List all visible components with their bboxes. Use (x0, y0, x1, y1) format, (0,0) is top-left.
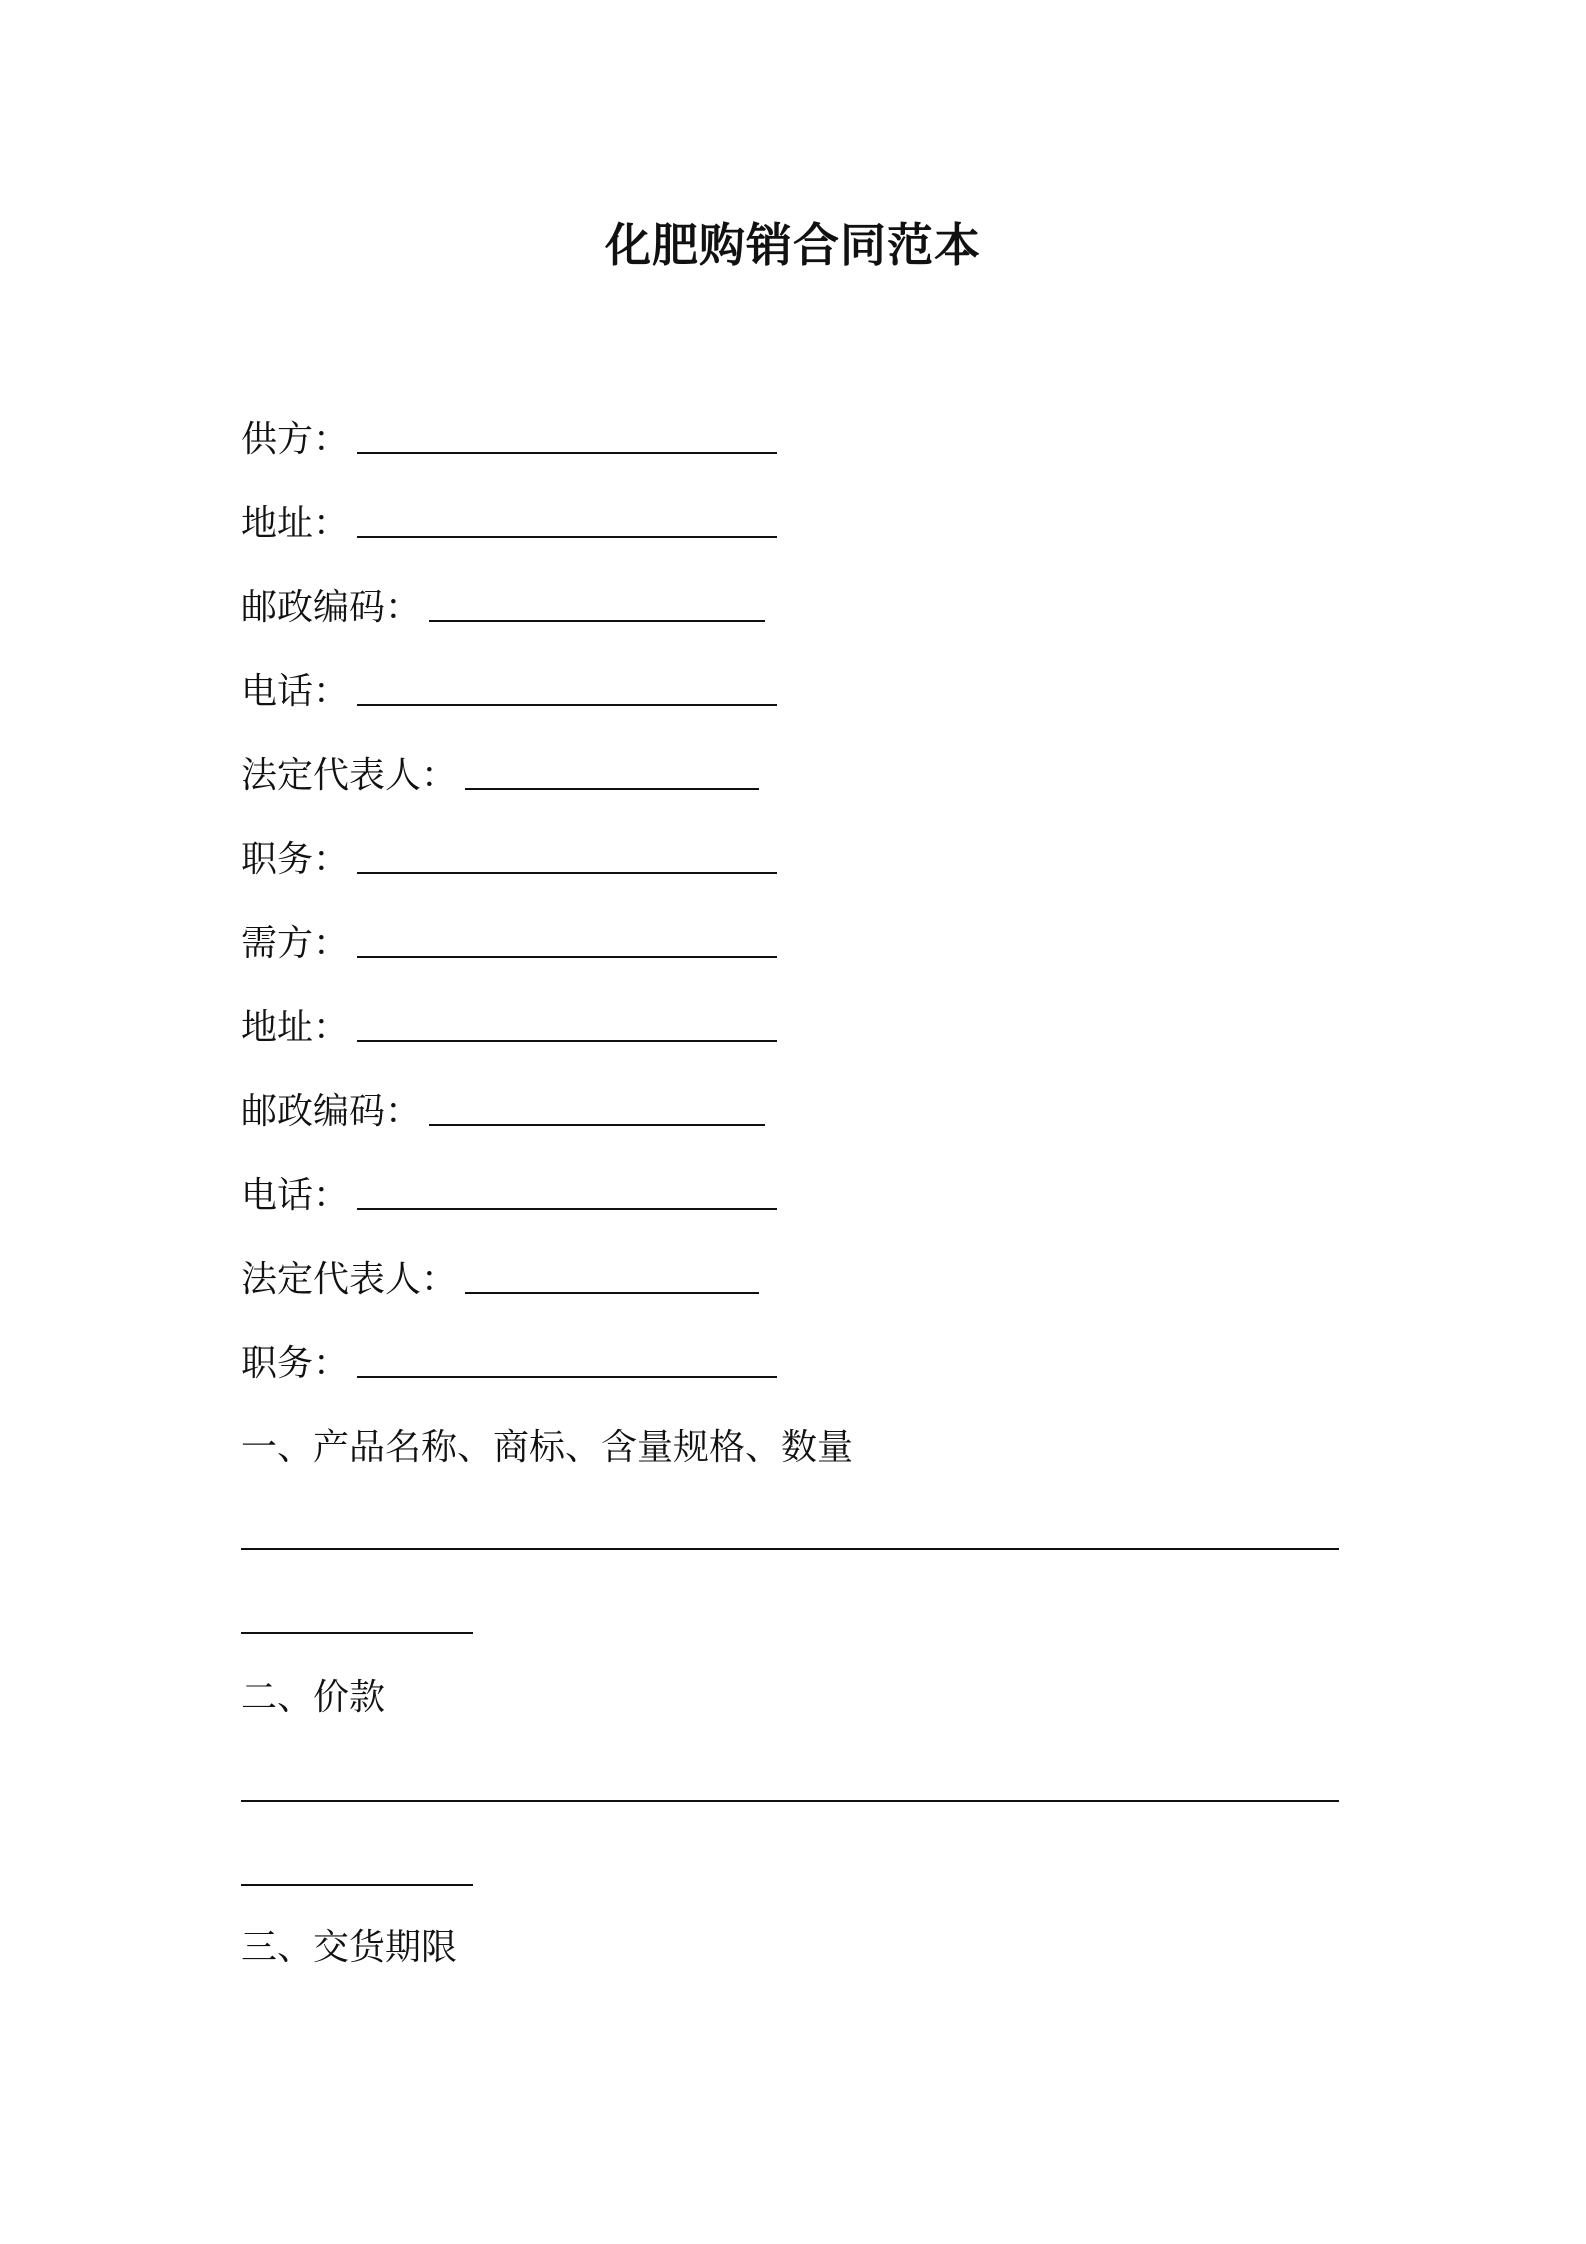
buyer-party-label: 需方： (241, 923, 350, 964)
buyer-postcode-field (241, 1082, 765, 1142)
supplier-position-field (241, 830, 777, 890)
section-2-fill-line-1[interactable] (241, 1800, 1339, 1802)
buyer-party-field (241, 914, 777, 974)
section-2-heading: 二、价款 (241, 1677, 386, 1718)
buyer-phone-blank[interactable] (357, 1208, 777, 1210)
section-1-fill-line-2[interactable] (241, 1632, 473, 1634)
buyer-position-blank[interactable] (357, 1376, 777, 1378)
buyer-legal-rep-label: 法定代表人： (241, 1259, 458, 1300)
supplier-legal-rep-field (241, 746, 759, 806)
section-1-heading: 一、产品名称、商标、含量规格、数量 (241, 1427, 854, 1468)
section-1-fill-line-1[interactable] (241, 1548, 1339, 1550)
supplier-postcode-blank[interactable] (429, 620, 765, 622)
buyer-address-field (241, 998, 777, 1058)
supplier-phone-blank[interactable] (357, 704, 777, 706)
supplier-party-field (241, 410, 777, 470)
buyer-phone-field (241, 1166, 777, 1226)
section-3-heading: 三、交货期限 (241, 1927, 458, 1968)
supplier-party-label: 供方： (241, 419, 350, 460)
buyer-party-blank[interactable] (357, 956, 777, 958)
supplier-postcode-field (241, 578, 765, 638)
section-2-fill-line-2[interactable] (241, 1884, 473, 1886)
buyer-position-field (241, 1334, 777, 1394)
supplier-position-label: 职务： (241, 839, 350, 880)
supplier-address-blank[interactable] (357, 536, 777, 538)
supplier-phone-label: 电话： (241, 671, 350, 712)
supplier-legal-rep-label: 法定代表人： (241, 755, 458, 796)
supplier-phone-field (241, 662, 777, 722)
buyer-address-label: 地址： (241, 1007, 350, 1048)
buyer-address-blank[interactable] (357, 1040, 777, 1042)
document-title: 化肥购销合同范本 (605, 218, 981, 272)
supplier-legal-rep-blank[interactable] (465, 788, 759, 790)
buyer-position-label: 职务： (241, 1343, 350, 1384)
buyer-legal-rep-blank[interactable] (465, 1292, 759, 1294)
buyer-postcode-blank[interactable] (429, 1124, 765, 1126)
buyer-legal-rep-field (241, 1250, 759, 1310)
supplier-address-field (241, 494, 777, 554)
buyer-postcode-label: 邮政编码： (241, 1091, 422, 1132)
supplier-position-blank[interactable] (357, 872, 777, 874)
supplier-address-label: 地址： (241, 503, 350, 544)
supplier-postcode-label: 邮政编码： (241, 587, 422, 628)
supplier-party-blank[interactable] (357, 452, 777, 454)
buyer-phone-label: 电话： (241, 1175, 350, 1216)
